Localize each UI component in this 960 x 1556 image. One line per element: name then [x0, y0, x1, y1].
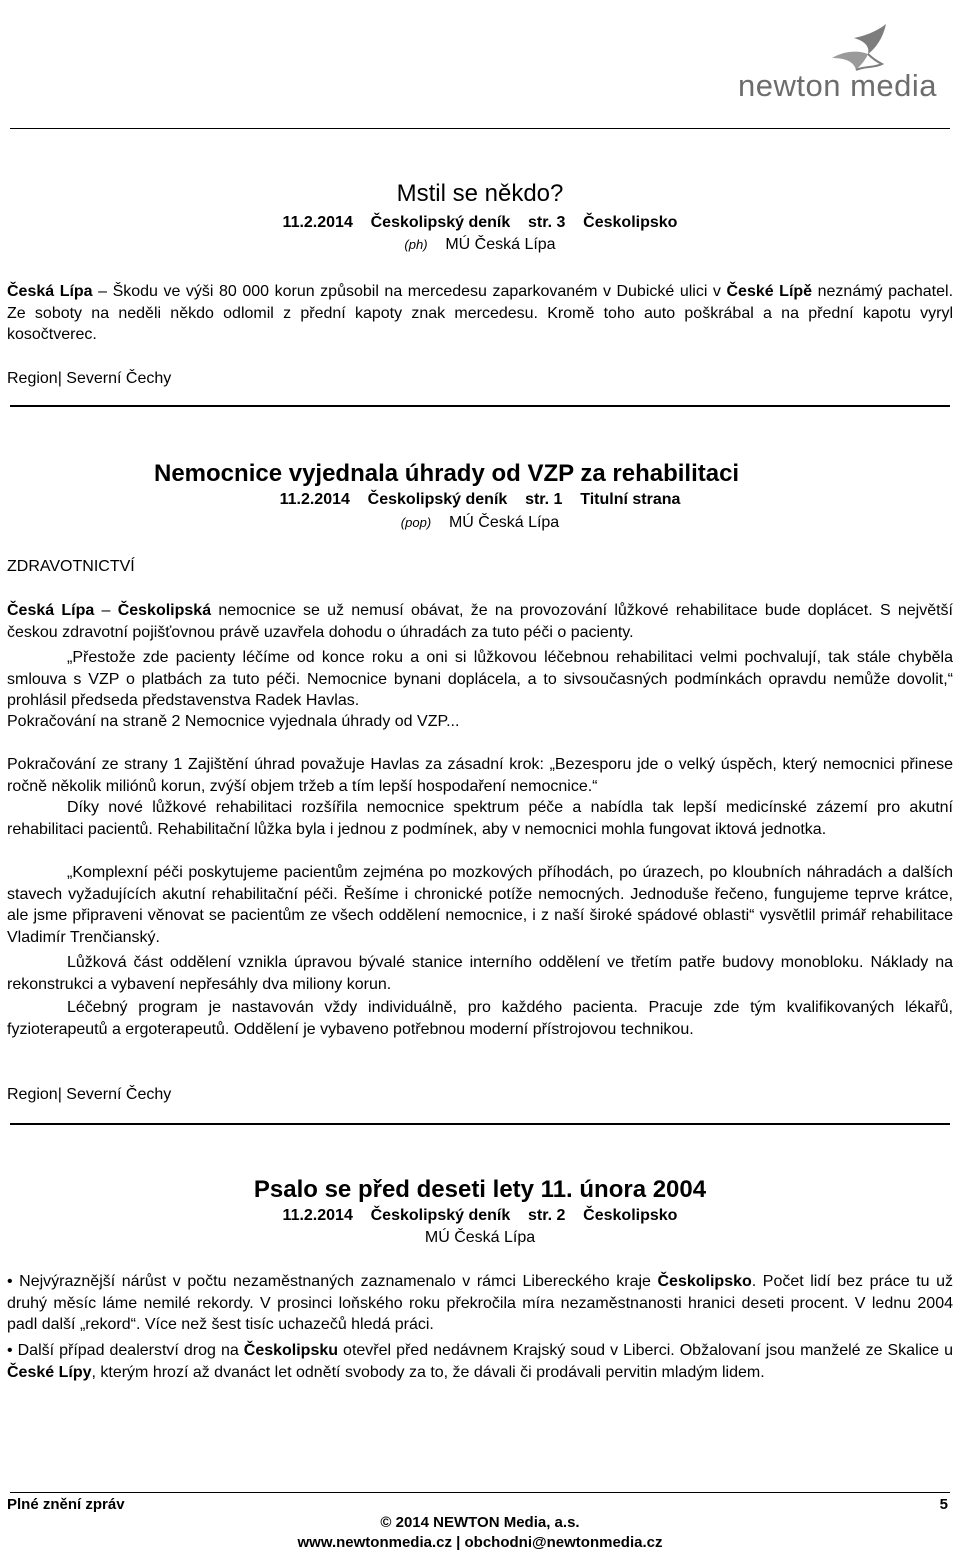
article3-bullet1: • Nejvýraznější nárůst v počtu nezaměstnaných zaznamenalo v rámci Libereckého kraje Českolipsko. Počet lidí bez práce tu už druhý měsíc láme nemilé rekordy. V prosinci loňského roku překročila míra nezaměstnanosti hranici deseti procent. V lednu 2004 padl další „rekord“. Více než šest tisíc uchazečů hledá práci.: [7, 1273, 954, 1333]
article1-date: 11.2.2014: [282, 214, 353, 231]
article1-author: (ph): [404, 237, 428, 252]
article2-title: Nemocnice vyjednala úhrady od VZP za rehabilitaci: [154, 460, 740, 487]
article2-lead: Česká Lípa – Českolipská nemocnice se už nemusí obávat, že na provozování lůžkové rehabilitace bude doplácet. S největší českou zdravotní pojišťovnou právě uzavřela dohodu o úhradách za tuto péči o pacienty.: [7, 602, 954, 641]
article2-p6: „Komplexní péči poskytujeme pacientům zejména po mozkových příhodách, po úrazech, po kloubních náhradách a dalších stavech vyžadujících akutní rehabilitační péči. Řešíme i chronické potíže nemocných. Jednoduše řečeno, fungujeme teprve krátce, ale jsme připraveni věnovat se pacientům ze všech oddělení nemocnice, i z naší široké spádové oblasti“ vysvětlil primář rehabilitace Vladimír Trenčianský.: [7, 864, 953, 946]
article2-p7: Lůžková část oddělení vznikla úpravou bývalé stanice interního oddělení ve třetím patře budovy monobloku. Náklady na rekonstrukci a vybavení nepřesáhly dva miliony korun.: [7, 954, 953, 993]
article3-client: MÚ Česká Lípa: [424, 1229, 536, 1246]
article1-client: MÚ Česká Lípa: [445, 236, 556, 253]
article2-p4: Pokračování ze strany 1 Zajištění úhrad považuje Havlas za zásadní krok: „Bezesporu jde o velký úspěch, který nemocnici přinese ročně několik miliónů korun, zvýší objem tržeb a tím lepší hospodaření nemocnice.“: [7, 756, 953, 795]
article2-p3: Pokračování na straně 2 Nemocnice vyjednala úhrady od VZP...: [7, 713, 460, 730]
header-rule: [10, 128, 950, 129]
footer-copyright: © 2014 NEWTON Media, a.s.: [380, 1514, 580, 1531]
article3-meta: 11.2.2014 Českolipský deník str. 2 Českolipsko: [282, 1207, 678, 1224]
article1-city: Česká Lípa: [7, 283, 93, 300]
article1-page: str. 3: [528, 214, 566, 231]
footer-rule: [10, 1492, 950, 1493]
article1-region: Region| Severní Čechy: [7, 370, 172, 387]
article2-sub: (pop) MÚ Česká Lípa: [400, 514, 560, 531]
article1-meta: [0, 214, 960, 232]
article1-section: Českolipsko: [583, 214, 678, 231]
article1-title: Mstil se někdo?: [396, 180, 564, 207]
article2-p8: Léčebný program je nastavován vždy individuálně, pro každého pacienta. Pracuje zde tým kvalifikovaných lékařů, fyzioterapeutů a ergoterapeutů. Oddělení je vybaveno potřebnou moderní přístrojovou technikou.: [7, 999, 953, 1038]
article1-body: Česká Lípa – Škodu ve výši 80 000 korun způsobil na mercedesu zaparkovaném v Dubické ulici v České Lípě neznámý pachatel. Ze soboty na neděli někdo odlomil z přední kapoty znak mercedesu. Kromě toho auto poškrábal a na přední kapotu vyryl kosočtverec.: [7, 283, 954, 343]
article2-p2: „Přestože zde pacienty léčíme od konce roku a oni si lůžkovou léčebnou rehabilitaci velmi pochvalují, tak stále chyběla smlouva s VZP o platbách za tuto péči. Nemocnice bynani doplácela, a to sivsoučasných podmínkách opravdu nemůže dovolit,“ prohlásil předseda představenstva Radek Havlas.: [7, 649, 953, 709]
article2-p5: Díky nové lůžkové rehabilitaci rozšířila nemocnice spektrum péče a nabídla tak lepší medicínské zázemí pro akutní rehabilitaci pacientů. Rehabilitační lůžka byla i jednou z podmínek, aby v nemocnici mohla fungovat iktová jednotka.: [7, 799, 953, 838]
article2-meta: 11.2.2014 Českolipský deník str. 1 Titulní strana: [279, 491, 681, 508]
article3-title: Psalo se před deseti lety 11. února 2004: [253, 1176, 707, 1203]
article1-source: Českolipský deník: [370, 214, 511, 231]
footer-contact[interactable]: www.newtonmedia.cz | obchodni@newtonmedia.cz: [297, 1534, 663, 1551]
footer-label: Plné znění zpráv: [7, 1496, 125, 1513]
article2-region: Region| Severní Čechy: [7, 1086, 172, 1103]
article1-sub: [0, 236, 960, 254]
article3-bullet2: • Další případ dealerství drog na Českolipsku otevřel před nedávnem Krajský soud v Liberci. Obžalovaní jsou manželé ze Skalice u České Lípy, kterým hrozí až dvanáct let odnětí svobody za to, že dávali či prodávali pervitin mladým lidem.: [7, 1342, 954, 1381]
article2-rule: [10, 1123, 950, 1125]
article2-category: ZDRAVOTNICTVÍ: [7, 558, 135, 575]
article1-rule: [10, 405, 950, 407]
page-number: 5: [939, 1496, 948, 1513]
logo-text: newton media: [738, 68, 938, 103]
newton-media-logo: [736, 14, 946, 104]
